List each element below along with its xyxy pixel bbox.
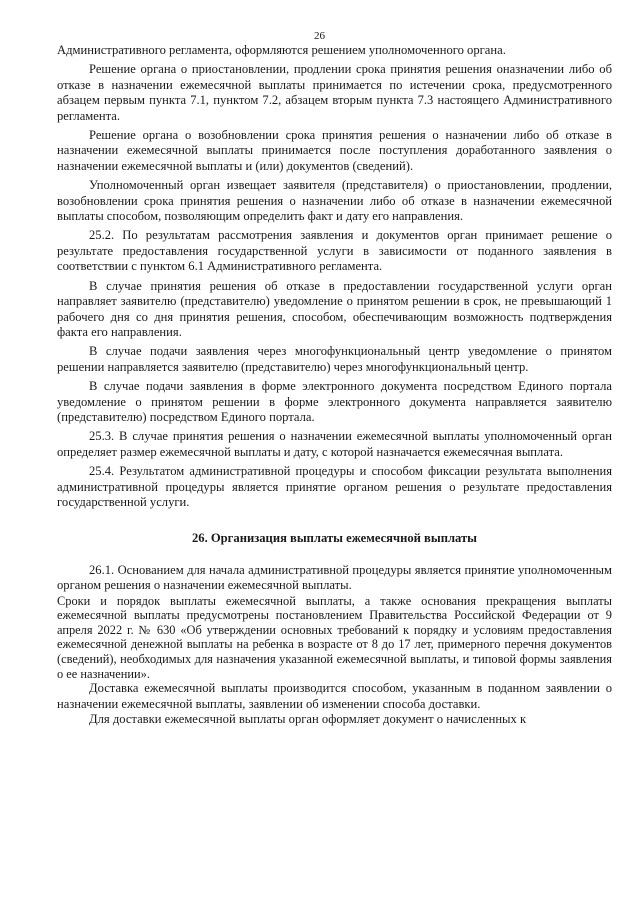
paragraph-delivery-document: Для доставки ежемесячной выплаты орган оформляет документ о начисленных к (89, 711, 527, 726)
paragraph-payment-terms: Сроки и порядок выплаты ежемесячной выплаты, а также основания прекращения выплаты ежемесячной выплаты предусмотрены постановлением Правительства Российской Федерации от 9 апреля 2022 г. № 630 «Об утверждении основных требований к порядку и условиям предоставления ежемесячной денежной выплаты на ребенка в возрасте от 8 до 17 лет, примерного перечня документов (сведений), необходимых для назначения указанной ежемесячной выплаты, и типовой формы заявления о ее назначении». (57, 593, 612, 681)
paragraph-applicant-notice: Уполномоченный орган извещает заявителя (представителя) о приостановлении, продлении, возобновлении срока принятия решения о назначении либо об отказе в назначении ежемесячной выплаты способом, позволяющим определить факт и дату его направления. (57, 178, 612, 224)
paragraph-continuation: Административного регламента, оформляются решением уполномоченного органа. (57, 43, 506, 57)
paragraph-resumption-decision: Решение органа о возобновлении срока принятия решения о назначении либо об отказе в назначении ежемесячной выплаты принимается после поступления доработанного заявления о назначении ежемесячной выплаты и (или) документов (сведений). (57, 128, 612, 173)
paragraph-26-1: 26.1. Основанием для начала административной процедуры является принятие уполномоченным органом решения о назначении ежемесячной выплаты. (57, 562, 612, 593)
paragraph-suspension-decision: Решение органа о приостановлении, продлении срока принятия решения оназначении либо об отказе в назначении ежемесячной выплаты принимается по истечении срока, предусмотренного абзацем первым пункта 7.1, пунктом 7.2, абзацем вторым пункта 7.3 настоящего Административного регламента. (57, 62, 612, 123)
section-heading: 26. Организация выплаты ежемесячной выплаты (191, 531, 478, 546)
paragraph-portal-notice: В случае подачи заявления в форме электронного документа посредством Единого портала уведомление о принятом решении в форме электронного документа направляется заявителю (представителю) посредством Единого портала. (57, 379, 612, 424)
paragraph-25-2: 25.2. По результатам рассмотрения заявления и документов орган принимает решение о результате предоставления государственной услуги в зависимости от поданного заявления в соответствии с пунктом 6.1 Административного регламента. (57, 228, 612, 274)
paragraph-25-4: 25.4. Результатом административной процедуры и способом фиксации результата выполнения административной процедуры является принятие органом решения о результате предоставления государственной услуги. (57, 464, 612, 509)
page-number: 26 (314, 30, 325, 42)
paragraph-25-3: 25.3. В случае принятия решения о назначении ежемесячной выплаты уполномоченный орган определяет размер ежемесячной выплаты и дату, с которой назначается ежемесячная выплата. (57, 429, 612, 459)
document-body (57, 43, 612, 731)
paragraph-delivery-method: Доставка ежемесячной выплаты производится способом, указанным в поданном заявлении о назначении ежемесячной выплаты, заявлении об изменении способа доставки. (57, 681, 612, 711)
paragraph-mfc-notice: В случае подачи заявления через многофункциональный центр уведомление о принятом решении направляется заявителю (представителю) через многофункциональный центр. (57, 344, 612, 374)
paragraph-refusal-notice: В случае принятия решения об отказе в предоставлении государственной услуги орган направляет заявителю (представителю) уведомление о принятом решении в срок, не превышающий 1 рабочего дня со дня принятия решения, способом, обеспечивающим возможность подтверждения факта его направления. (57, 278, 612, 339)
